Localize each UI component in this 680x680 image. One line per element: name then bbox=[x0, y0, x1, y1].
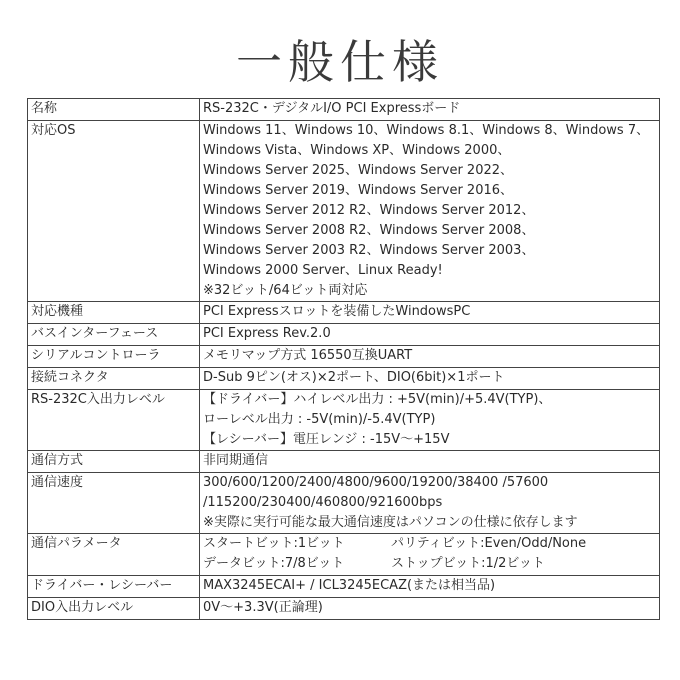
row-value bbox=[200, 534, 660, 576]
table-row-comm-method bbox=[28, 451, 660, 473]
row-value bbox=[200, 390, 660, 451]
row-label: シリアルコントローラ bbox=[28, 346, 200, 368]
stop-bit: ストップビット:1/2ビット bbox=[391, 556, 545, 571]
row-value: PCI Expressスロットを装備したWindowsPC bbox=[200, 302, 660, 324]
row-label: DIO入出力レベル bbox=[28, 598, 200, 620]
row-label: バスインターフェース bbox=[28, 324, 200, 346]
rs232c-level-line: ローレベル出力 : -5V(min)/-5.4V(TYP) bbox=[203, 412, 436, 427]
row-label: 通信パラメータ bbox=[28, 534, 200, 576]
os-line: Windows Server 2012 R2、Windows Server 2012、 bbox=[203, 203, 535, 218]
row-value: メモリマップ方式 16550互換UART bbox=[200, 346, 660, 368]
row-label: 通信方式 bbox=[28, 451, 200, 473]
row-label: 通信速度 bbox=[28, 473, 200, 534]
table-row-bus bbox=[28, 324, 660, 346]
comm-params-grid bbox=[203, 534, 659, 574]
row-label: 対応OS bbox=[28, 121, 200, 302]
table-row-comm-params bbox=[28, 534, 660, 576]
table-row-model bbox=[28, 302, 660, 324]
os-line: Windows Server 2008 R2、Windows Server 2008、 bbox=[203, 223, 535, 238]
parity-bit: パリティビット:Even/Odd/None bbox=[391, 536, 587, 551]
table-row-rs232c-level bbox=[28, 390, 660, 451]
row-label: ドライバー・レシーバー bbox=[28, 576, 200, 598]
rs232c-level-line: 【ドライバー】ハイレベル出力 : +5V(min)/+5.4V(TYP)、 bbox=[203, 392, 552, 407]
row-value: MAX3245ECAI+ / ICL3245ECAZ(または相当品) bbox=[200, 576, 660, 598]
page-title: 一般仕様 bbox=[236, 35, 444, 89]
comm-speed-line: /115200/230400/460800/921600bps bbox=[203, 495, 443, 510]
os-line: Windows Server 2025、Windows Server 2022、 bbox=[203, 163, 514, 178]
table-row-os bbox=[28, 121, 660, 302]
comm-speed-line: 300/600/1200/2400/4800/9600/19200/38400 /57600 bbox=[203, 475, 549, 490]
comm-speed-note: ※実際に実行可能な最大通信速度はパソコンの仕様に依存します bbox=[203, 515, 578, 530]
os-line: Windows Vista、Windows XP、Windows 2000、 bbox=[203, 143, 511, 158]
table-row-serial-controller bbox=[28, 346, 660, 368]
start-bit: スタートビット:1ビット bbox=[203, 536, 345, 551]
row-value: D-Sub 9ピン(オス)×2ポート、DIO(6bit)×1ポート bbox=[200, 368, 660, 390]
table-row-name bbox=[28, 99, 660, 121]
row-value: RS-232C・デジタルI/O PCI Expressボード bbox=[200, 99, 660, 121]
row-value: 0V〜+3.3V(正論理) bbox=[200, 598, 660, 620]
row-value bbox=[200, 121, 660, 302]
row-label: 接続コネクタ bbox=[28, 368, 200, 390]
table-row-dio-level bbox=[28, 598, 660, 620]
spec-table bbox=[27, 98, 660, 620]
table-row-driver-receiver bbox=[28, 576, 660, 598]
row-value bbox=[200, 473, 660, 534]
os-line: Windows Server 2019、Windows Server 2016、 bbox=[203, 183, 514, 198]
table-row-comm-speed bbox=[28, 473, 660, 534]
row-value: PCI Express Rev.2.0 bbox=[200, 324, 660, 346]
os-line: Windows Server 2003 R2、Windows Server 2003、 bbox=[203, 243, 535, 258]
table-row-connector bbox=[28, 368, 660, 390]
data-bit: データビット:7/8ビット bbox=[203, 556, 345, 571]
row-label: 対応機種 bbox=[28, 302, 200, 324]
os-line: Windows 2000 Server、Linux Ready! bbox=[203, 263, 443, 278]
rs232c-level-line: 【レシーバー】電圧レンジ : -15V〜+15V bbox=[203, 432, 450, 447]
row-label: RS-232C入出力レベル bbox=[28, 390, 200, 451]
row-value: 非同期通信 bbox=[200, 451, 660, 473]
row-label: 名称 bbox=[28, 99, 200, 121]
os-note: ※32ビット/64ビット両対応 bbox=[203, 283, 368, 298]
os-line: Windows 11、Windows 10、Windows 8.1、Windows 8、Windows 7、 bbox=[203, 123, 650, 138]
